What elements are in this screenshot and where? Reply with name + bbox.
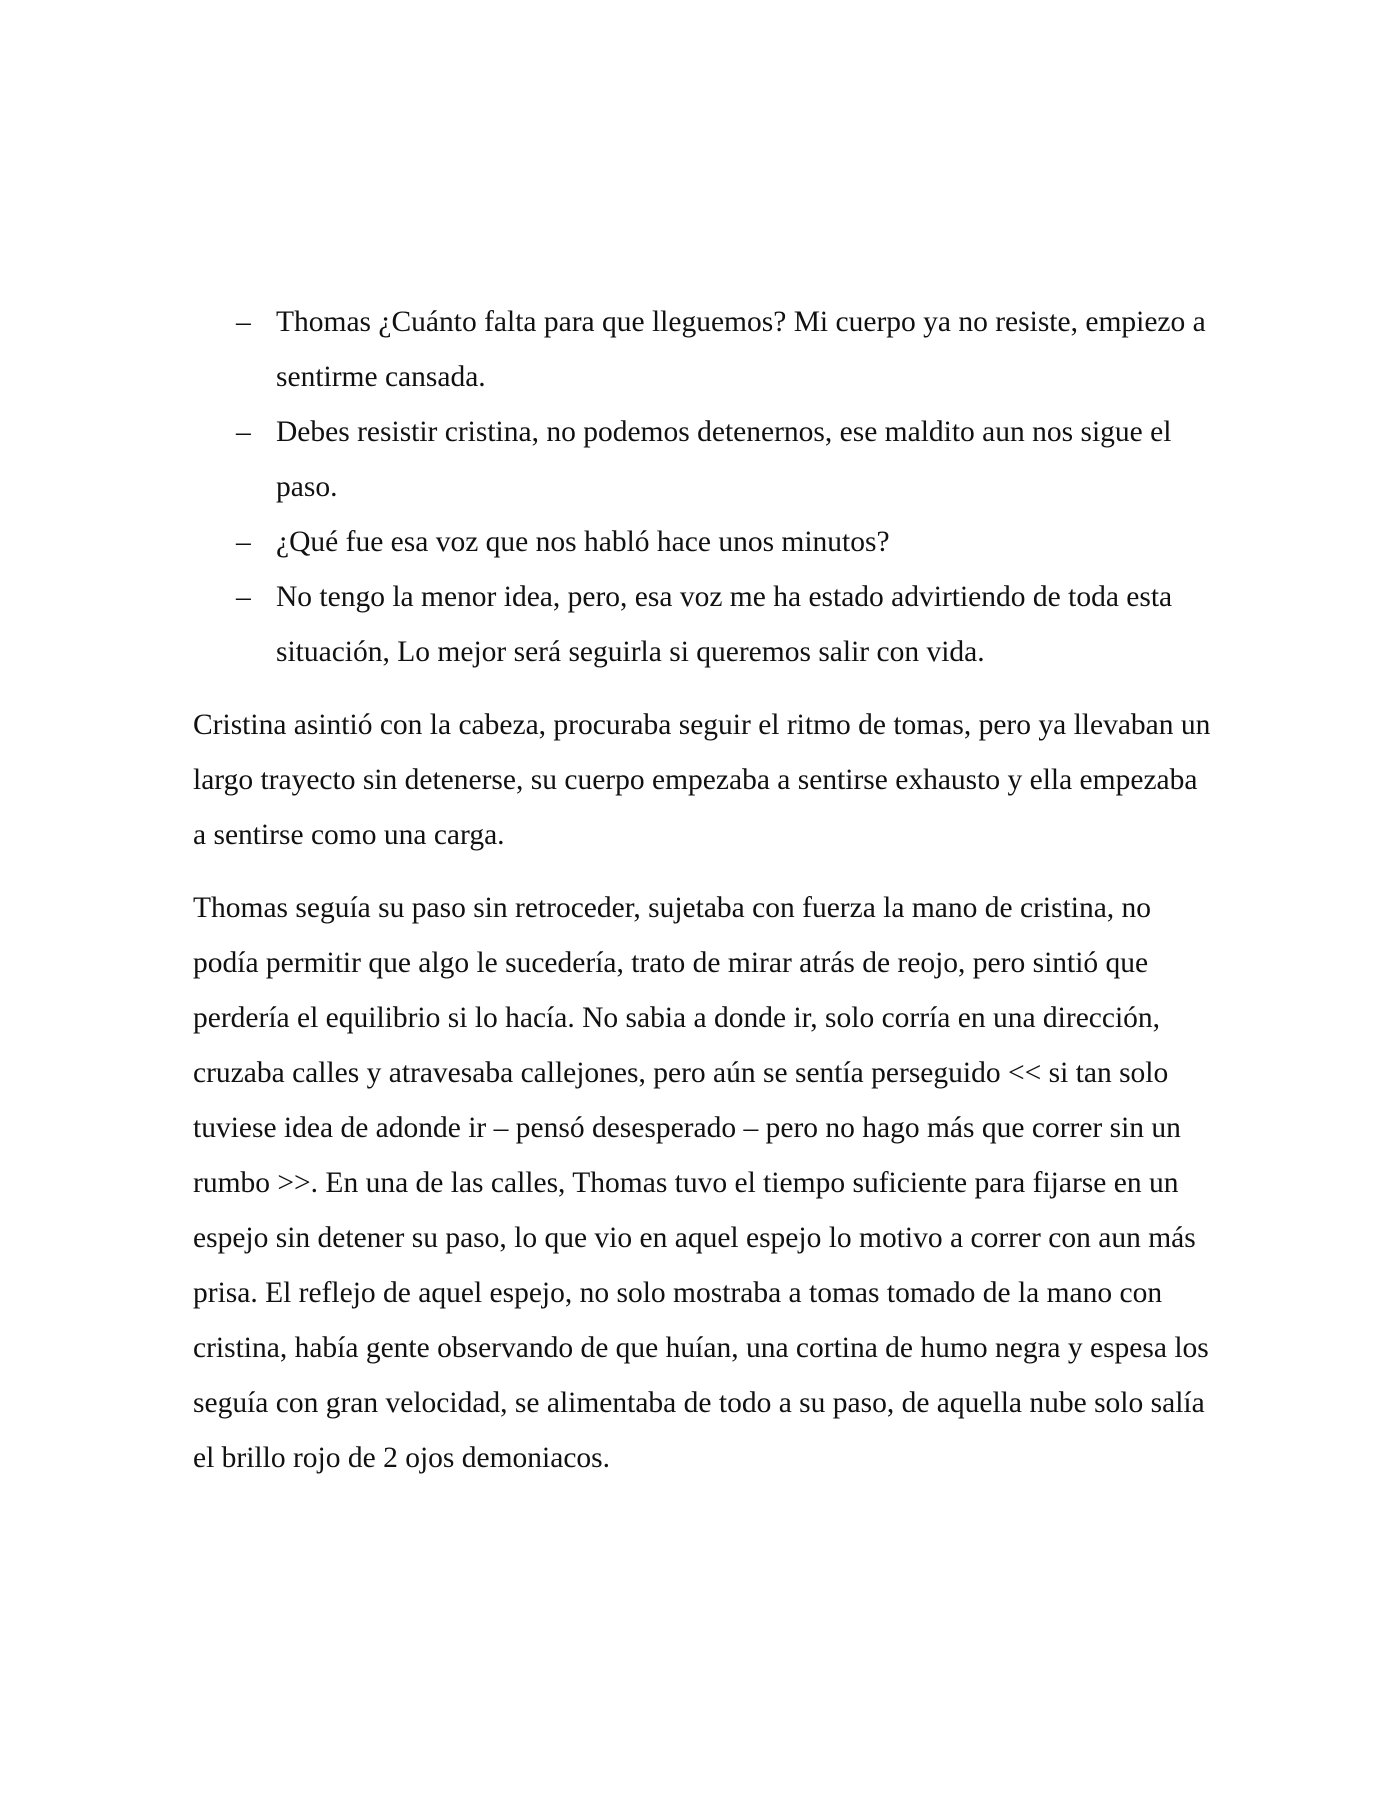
dialogue-dash: –: [236, 416, 251, 448]
dialogue-text: Debes resistir cristina, no podemos detenernos, ese maldito aun nos sigue el paso.: [276, 416, 1172, 503]
dialogue-line: [193, 295, 1213, 405]
dialogue-line: [193, 515, 1213, 570]
body-paragraph: Cristina asintió con la cabeza, procuraba seguir el ritmo de tomas, pero ya llevaban un largo trayecto sin detenerse, su cuerpo empezaba a sentirse exhausto y ella empezaba a sentirse como una carga.: [193, 709, 1211, 851]
dialogue-dash: –: [236, 306, 251, 338]
dialogue-text: Thomas ¿Cuánto falta para que lleguemos? Mi cuerpo ya no resiste, empiezo a sentirme cansada.: [276, 306, 1206, 393]
page-body: [193, 295, 1213, 1486]
dialogue-dash: –: [236, 581, 251, 613]
dialogue-dash: –: [236, 526, 251, 558]
dialogue-line: [193, 570, 1213, 680]
dialogue-text: No tengo la menor idea, pero, esa voz me ha estado advirtiendo de toda esta situación, Lo mejor será seguirla si queremos salir con vida.: [276, 581, 1173, 668]
body-paragraph: Thomas seguía su paso sin retroceder, sujetaba con fuerza la mano de cristina, no podía permitir que algo le sucedería, trato de mirar atrás de reojo, pero sintió que perdería el equilibrio si lo hacía. No sabia a donde ir, solo corría en una dirección, cruzaba calles y atravesaba callejones, pero aún se sentía perseguido << si tan solo tuviese idea de adonde ir – pensó desesperado – pero no hago más que correr sin un rumbo >>. En una de las calles, Thomas tuvo el tiempo suficiente para fijarse en un espejo sin detener su paso, lo que vio en aquel espejo lo motivo a correr con aun más prisa. El reflejo de aquel espejo, no solo mostraba a tomas tomado de la mano con cristina, había gente observando de que huían, una cortina de humo negra y espesa los seguía con gran velocidad, se alimentaba de todo a su paso, de aquella nube solo salía el brillo rojo de 2 ojos demoniacos.: [193, 892, 1209, 1474]
dialogue-text: ¿Qué fue esa voz que nos habló hace unos minutos?: [276, 526, 890, 558]
dialogue-line: [193, 405, 1213, 515]
dialogue-list: [193, 295, 1213, 680]
